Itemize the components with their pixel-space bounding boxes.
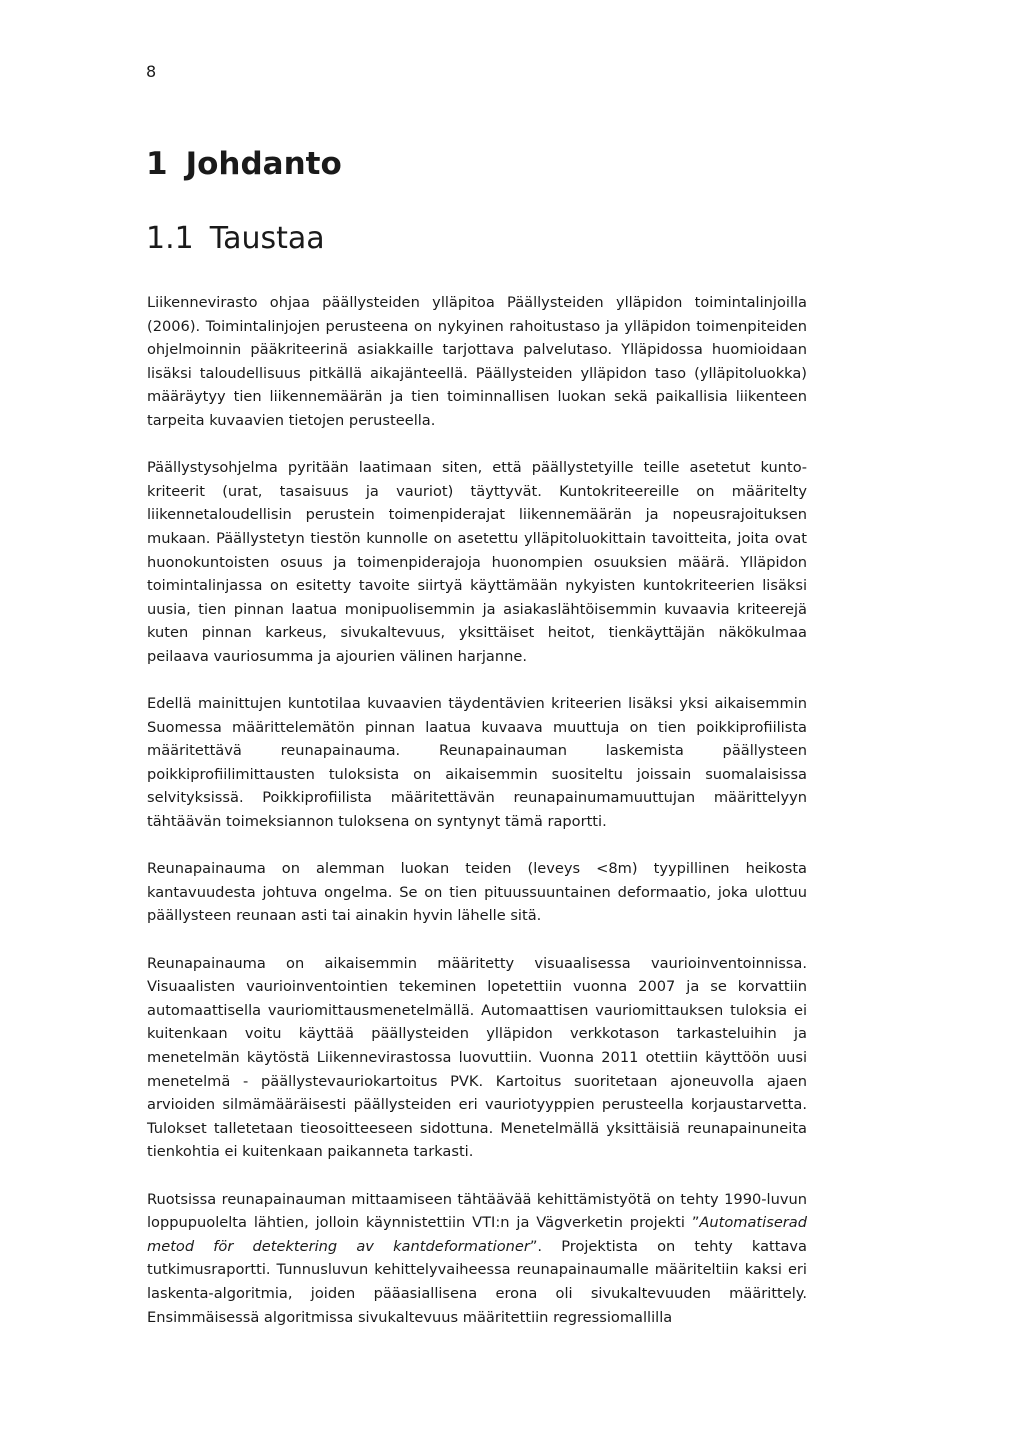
section-title: Taustaa (209, 221, 325, 256)
section-number: 1.1 (146, 221, 194, 256)
paragraph-1: Liikennevirasto ohjaa päällysteiden ylläpitoa Päällysteiden ylläpidon toimintalinjoilla (2006). Toimintalinjojen perusteena on nykyinen rahoitustaso ja ylläpidon toimenpiteiden ohjelmoinnin pääkriteerinä asiakkaille tarjottava palvelutaso. Ylläpidossa huomioidaan lisäksi taloudellisuus pitkällä aikajänteellä. Päällysteiden ylläpidon taso (ylläpitoluokka) määräytyy tien liikennemäärän ja tien toiminnallisen luokan sekä paikallisia liikenteen tarpeita kuvaavien tietojen perusteella. (147, 294, 807, 429)
body-text (147, 291, 807, 1353)
project-name-italic: Automatiserad metod för detektering av kantdeformationer (147, 1214, 807, 1255)
page-number: 8 (146, 62, 157, 81)
section-heading (146, 218, 325, 260)
paragraph-2: Päällystysohjelma pyritään laatimaan siten, että päällystetyille teille asetetut kuntokriteerit (urat, tasaisuus ja vauriot) täyttyvät. Kuntokriteereille on määritelty liikennetaloudellisin perustein toimenpiderajat liikennemäärän ja nopeusrajoituksen mukaan. Päällystetyn tiestön kunnolle on asetettu ylläpitoluokittain tavoitteita, joita ovat huonokuntoisten osuus ja toimenpiderajoja huonompien osuuksien määrä. Ylläpidon toimintalinjassa on esitetty tavoite siirtyä käyttämään nykyisten kuntokriteerien lisäksi uusia, tien pinnan laatua monipuolisemmin ja asiakaslähtöisemmin kuvaavia kriteerejä kuten pinnan karkeus, sivukaltevuus, yksittäiset heitot, tienkäyttäjän näkökulmaa peilaava vauriosumma ja ajourien välinen harjanne. (147, 459, 807, 665)
chapter-title: Johdanto (185, 146, 342, 182)
paragraph-6 (147, 1188, 807, 1330)
chapter-number: 1 (146, 146, 168, 182)
paragraph-4: Reunapainauma on alemman luokan teiden (leveys <8m) tyypillinen heikosta kantavuudesta johtuva ongelma. Se on tien pituussuuntainen deformaatio, joka ulottuu päällysteen reunaan asti tai ainakin hyvin lähelle sitä. (147, 860, 807, 925)
paragraph-5: Reunapainauma on aikaisemmin määritetty visuaalisessa vaurioinventoinnissa. Visuaalisten vaurioinventointien tekeminen lopetettiin vuonna 2007 ja se korvattiin automaattisella vauriomittausmenetelmällä. Automaattisen vauriomittauksen tuloksia ei kuitenkaan voitu käyttää päällysteiden ylläpidon verkkotason tarkasteluihin ja menetelmän käytöstä Liikennevirastossa luovuttiin. Vuonna 2011 otettiin käyttöön uusi menetelmä - päällystevauriokartoitus PVK. Kartoitus suoritetaan ajoneuvolla ajaen arvioiden silmämääräisesti päällysteiden eri vauriotyyppien perusteella korjaustarvetta. Tulokset talletetaan tieosoitteeseen sidottuna. Menetelmällä yksittäisiä reunapainuneita tienkohtia ei kuitenkaan paikanneta tarkasti. (147, 954, 807, 1161)
chapter-heading (146, 143, 342, 185)
paragraph-3: Edellä mainittujen kuntotilaa kuvaavien täydentävien kriteerien lisäksi yksi aikaisemmin Suomessa määrittelemätön pinnan laatua kuvaava muuttuja on tien poikkiprofiilista määritettävä reunapainauma. Reunapainauman laskemista päällysteen poikkiprofiilimittausten tuloksista on aikaisemmin suositeltu joissain suomalaisissa selvityksissä. Poikkiprofiilista määritettävän reunapainumamuuttujan määrittelyyn tähtäävän toimeksiannon tuloksena on syntynyt tämä raportti. (147, 695, 807, 831)
paragraph-6-text-before: Ruotsissa reunapainauman mittaamiseen tähtäävää kehittämistyötä on tehty 1990-luvun loppupuolelta lähtien, jolloin käynnistettiin VTI:n ja Vägverketin projekti ” (147, 1190, 807, 1232)
paragraph-6-text-after: ”. Projektista on tehty kattava tutkimusraportti. Tunnusluvun kehittelyvaiheessa reunapainaumalle määriteltiin kaksi eri laskenta-algoritmia, joiden pääasiallisena erona oli sivukaltevuuden määrittely. Ensimmäisessä algoritmissa sivukaltevuus määritettiin regressiomallilla (147, 1237, 807, 1326)
